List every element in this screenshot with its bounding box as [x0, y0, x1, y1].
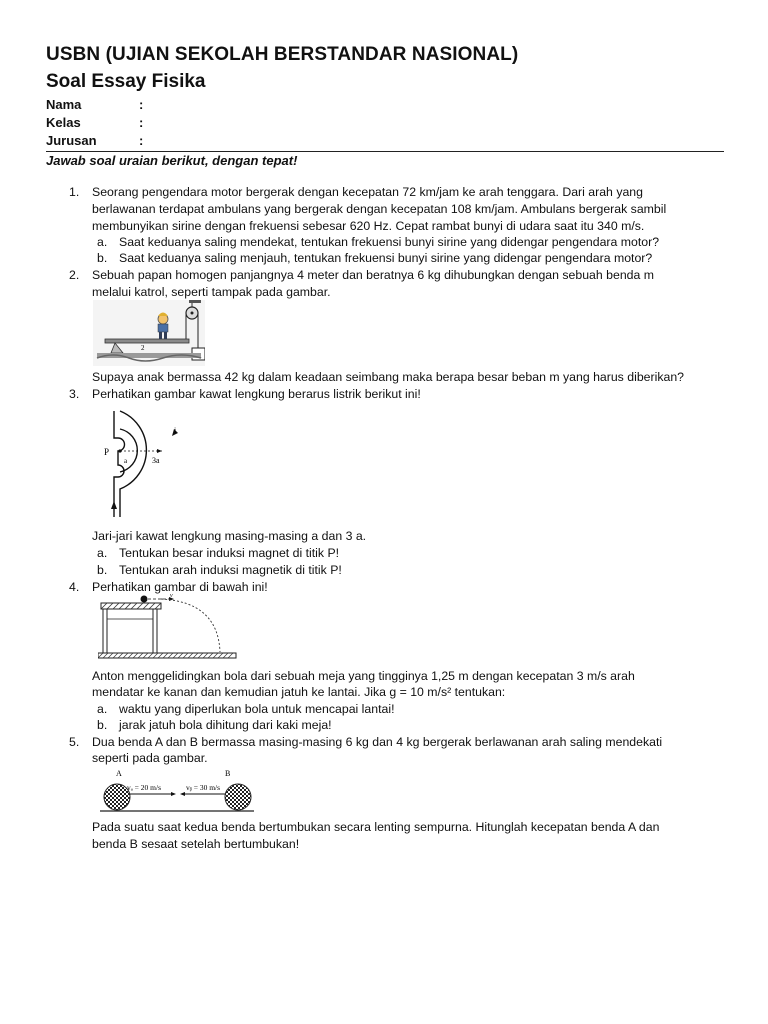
q3-info: Jari-jari kawat lengkung masing-masing a dan 3 a. [92, 529, 367, 543]
table-leg-right [153, 609, 157, 653]
q4-number: 4. [69, 580, 80, 594]
radius-a-label: a [124, 457, 128, 465]
q4-line: Perhatikan gambar di bawah ini! [92, 580, 268, 594]
sub-letter: a. [97, 235, 108, 249]
q2-number: 2. [69, 268, 80, 282]
velocity-label: v [170, 594, 173, 599]
q1-line: berlawanan terdapat ambulans yang bergerak dengan kecepatan 108 km/jam. Ambulans bergerak sambil [92, 202, 667, 216]
table-leg-left [103, 609, 107, 653]
sub-text: waktu yang diperlukan bola untuk mencapai lantai! [119, 702, 395, 716]
q1-line: Seorang pengendara motor bergerak dengan kecepatan 72 km/jam ke arah tenggara. Dari arah yang [92, 185, 643, 199]
q5-line: Pada suatu saat kedua benda bertumbukan secara lenting sempurna. Hitunglah kecepatan benda A dan [92, 820, 660, 834]
q4-line: mendatar ke kanan dan kemudian jatuh ke lantai. Jika g = 10 m/s² tentukan: [92, 685, 506, 699]
body-a-label: A [116, 769, 122, 778]
sub-text: Tentukan besar induksi magnet di titik P! [119, 546, 340, 560]
q1-line: membunyikan sirine dengan frekuensi sebesar 620 Hz. Cepat rambat bunyi di udara saat itu 340 m/s. [92, 219, 645, 233]
q2-figure-plank-pulley [93, 300, 205, 366]
instruction: Jawab soal uraian berikut, dengan tepat! [46, 153, 298, 168]
sub-letter: a. [97, 702, 108, 716]
q2-question: Supaya anak bermassa 42 kg dalam keadaan seimbang maka berapa besar beban m yang harus diberikan? [92, 370, 684, 384]
q4-sub-b [97, 718, 332, 732]
sub-letter: b. [97, 251, 108, 265]
q5-line: seperti pada gambar. [92, 751, 208, 765]
sub-text: Saat keduanya saling mendekat, tentukan frekuensi bunyi sirine yang didengar pengendara motor? [119, 235, 660, 249]
exam-subtitle: Soal Essay Fisika [46, 71, 206, 92]
field-label: Kelas [46, 115, 81, 130]
field-kelas [46, 115, 143, 130]
q3-line: Perhatikan gambar kawat lengkung berarus listrik berikut ini! [92, 387, 421, 401]
sub-letter: a. [97, 546, 108, 560]
field-jurusan [46, 133, 143, 148]
ceiling-mount [189, 300, 201, 303]
field-sep: : [139, 97, 144, 112]
q3-number: 3. [69, 387, 80, 401]
sub-text: jarak jatuh bola dihitung dari kaki meja! [119, 718, 332, 732]
sub-letter: b. [97, 563, 108, 577]
q3-sub-b [97, 563, 342, 577]
velocity-a-label: vₐ = 20 m/s [127, 783, 161, 792]
body-b-label: B [225, 769, 231, 778]
current-label: i [174, 426, 177, 435]
divider [46, 151, 724, 152]
wire-inner-arc [120, 429, 137, 472]
child-leg-left [159, 332, 162, 339]
q5-number: 5. [69, 735, 80, 749]
q1-sub-a [97, 235, 660, 249]
field-sep: : [139, 133, 144, 148]
radius-arrow-icon [157, 449, 162, 453]
q4-line: Anton menggelidingkan bola dari sebuah meja yang tingginya 1,25 m dengan kecepatan 3 m/s arah [92, 669, 635, 683]
q4-sub-a [97, 702, 395, 716]
q3-sub-a [97, 546, 340, 560]
q3-figure-curved-wire [100, 405, 190, 523]
sub-text: Tentukan arah induksi magnetik di titik P! [119, 563, 342, 577]
field-label: Jurusan [46, 133, 97, 148]
velocity-a-arrow-icon [171, 792, 176, 796]
q5-figure-collision [98, 767, 256, 813]
sub-text: Saat keduanya saling menjauh, tentukan frekuensi bunyi sirine yang didengar pengendara motor? [119, 251, 653, 265]
pulley-axle [191, 312, 194, 315]
body-b-ball [225, 784, 251, 810]
field-label: Nama [46, 97, 82, 112]
ball [141, 596, 148, 603]
sub-letter: b. [97, 718, 108, 732]
child-leg-right [164, 332, 167, 339]
current-arrow-icon [111, 501, 117, 509]
field-nama [46, 97, 143, 112]
q1-sub-b [97, 251, 653, 265]
q5-line: benda B sesaat setelah bertumbukan! [92, 837, 300, 851]
trajectory [161, 599, 220, 652]
distance-label: 2 [141, 344, 145, 352]
child-shirt [158, 324, 168, 332]
wire-inner-path [114, 411, 125, 517]
q4-figure-table-ball [98, 594, 238, 664]
velocity-b-arrow-icon [180, 792, 185, 796]
q2-line: melalui katrol, seperti tampak pada gambar. [92, 285, 331, 299]
q1-number: 1. [69, 185, 80, 199]
plank [105, 339, 189, 343]
q5-line: Dua benda A dan B bermassa masing-masing 6 kg dan 4 kg bergerak berlawanan arah saling mendekati [92, 735, 663, 749]
q2-line: Sebuah papan homogen panjangnya 4 meter dan beratnya 6 kg dihubungkan dengan sebuah benda m [92, 268, 655, 282]
velocity-b-label: vᵦ = 30 m/s [186, 783, 221, 792]
point-p-label: P [104, 447, 110, 457]
exam-title: USBN (UJIAN SEKOLAH BERSTANDAR NASIONAL) [46, 44, 519, 65]
radius-3a-label: 3a [152, 456, 160, 465]
field-sep: : [139, 115, 144, 130]
